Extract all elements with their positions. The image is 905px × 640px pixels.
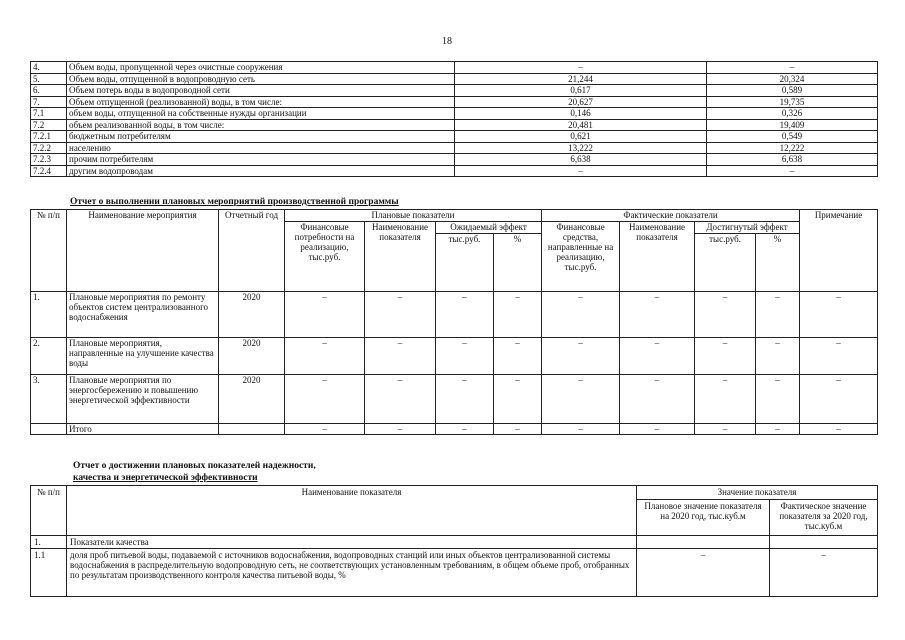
reliability-title-line2: качества и энергетической эффективности	[73, 473, 258, 483]
fact-ind-header: Наименование показателя	[620, 222, 695, 292]
program-row-value: –	[436, 375, 494, 424]
program-row-name: Плановые мероприятия по энергосбережению и повышению энергетической эффективности	[67, 375, 219, 424]
rel-value-group-header: Значение показателя	[637, 486, 878, 500]
row-name: Объем потерь воды в водопроводной сети	[67, 85, 455, 97]
plan-fin-header: Финансовые потребности на реализацию, тыс.руб.	[285, 222, 365, 292]
row-name: объем воды, отпущенной на собственные нужды организации	[67, 108, 455, 120]
reliability-table	[30, 485, 878, 597]
volume-row	[31, 131, 878, 143]
col-name-header: Наименование мероприятия	[67, 210, 219, 292]
program-row-no: 3.	[31, 375, 67, 424]
plan-pct-header: %	[494, 234, 542, 292]
program-row-value: –	[542, 292, 620, 338]
plan-ind-header: Наименование показателя	[365, 222, 436, 292]
col-no-header: № п/п	[31, 210, 67, 292]
rel-section-no: 1.	[31, 536, 67, 549]
volume-row	[31, 108, 878, 120]
fact-eff-header: Достигнутый эффект	[695, 222, 800, 234]
volume-row	[31, 96, 878, 108]
volume-row	[31, 165, 878, 177]
plan-group-header: Плановые показатели	[285, 210, 542, 222]
row-name: бюджетным потребителям	[67, 131, 455, 143]
row-plan: 0,146	[455, 108, 707, 120]
program-row-value: –	[800, 338, 878, 375]
page-number: 18	[442, 36, 452, 47]
fact-pct-header: %	[756, 234, 800, 292]
program-row-name: Плановые мероприятия, направленные на улучшение качества воды	[67, 338, 219, 375]
program-row-value: –	[756, 375, 800, 424]
water-volume-table	[30, 61, 878, 177]
reliability-title-line1: Отчет о достижении плановых показателей надежности,	[73, 461, 316, 471]
row-name: населению	[67, 142, 455, 154]
row-name: другим водопроводам	[67, 165, 455, 177]
row-plan: 0,621	[455, 131, 707, 143]
program-total-row	[31, 424, 878, 435]
program-row-value: –	[365, 292, 436, 338]
rel-row-name: доля проб питьевой воды, подаваемой с источников водоснабжения, водопроводных станций или иных объектов централизованной системы водоснабжения в распределительную водопроводную сеть, не соответствующих установленным требованиям, в общем объеме проб, отобранных по результатам производственного контроля качества питьевой воды, %	[67, 549, 637, 597]
row-no: 7.2.2	[31, 142, 67, 154]
volume-row	[31, 154, 878, 166]
row-plan: –	[455, 62, 707, 74]
plan-eff-header: Ожидаемый эффект	[436, 222, 542, 234]
rel-row-plan: –	[637, 549, 770, 597]
program-row-no: 2.	[31, 338, 67, 375]
program-total-value: –	[542, 424, 620, 435]
note-header: Примечание	[800, 210, 878, 292]
row-fact: 19,409	[707, 119, 878, 131]
program-row-value: –	[620, 292, 695, 338]
row-plan: 21,244	[455, 73, 707, 85]
program-row	[31, 292, 878, 338]
program-row-value: –	[285, 292, 365, 338]
row-no: 7.1	[31, 108, 67, 120]
program-total-value: –	[756, 424, 800, 435]
row-plan: 13,222	[455, 142, 707, 154]
program-total-value: –	[620, 424, 695, 435]
program-row-year: 2020	[219, 375, 285, 424]
volume-row	[31, 85, 878, 97]
row-name: Объем воды, пропущенной через очистные сооружения	[67, 62, 455, 74]
program-section-title: Отчет о выполнении плановых мероприятий производственной программы	[70, 197, 399, 207]
row-fact: 12,222	[707, 142, 878, 154]
program-row-name: Плановые мероприятия по ремонту объектов систем централизованного водоснабжения	[67, 292, 219, 338]
row-fact: 19,735	[707, 96, 878, 108]
program-row-value: –	[542, 338, 620, 375]
row-plan: 6,638	[455, 154, 707, 166]
program-row-year: 2020	[219, 292, 285, 338]
row-plan: 20,481	[455, 119, 707, 131]
rel-row-no: 1.1	[31, 549, 67, 597]
program-total-value: –	[695, 424, 756, 435]
rel-no-header: № п/п	[31, 486, 67, 536]
rel-fact-header: Фактическое значение показателя за 2020 год, тыс.куб.м	[770, 500, 878, 536]
row-no: 7.2.1	[31, 131, 67, 143]
program-row-value: –	[800, 375, 878, 424]
row-fact: 0,326	[707, 108, 878, 120]
program-row-value: –	[695, 338, 756, 375]
program-row-value: –	[436, 292, 494, 338]
program-row-value: –	[800, 292, 878, 338]
program-row-value: –	[494, 292, 542, 338]
program-total-value: –	[285, 424, 365, 435]
program-row-value: –	[494, 375, 542, 424]
program-row-value: –	[285, 375, 365, 424]
program-total-label: Итого	[67, 424, 219, 435]
program-total-value: –	[494, 424, 542, 435]
row-plan: –	[455, 165, 707, 177]
row-name: Объем воды, отпущенной в водопроводную сеть	[67, 73, 455, 85]
row-no: 7.2.4	[31, 165, 67, 177]
program-row-value: –	[365, 338, 436, 375]
row-name: прочим потребителям	[67, 154, 455, 166]
program-row-value: –	[756, 292, 800, 338]
program-table	[30, 209, 878, 435]
row-plan: 20,627	[455, 96, 707, 108]
program-total-value: –	[365, 424, 436, 435]
rel-name-header: Наименование показателя	[67, 486, 637, 536]
row-fact: –	[707, 165, 878, 177]
volume-row	[31, 119, 878, 131]
row-no: 6.	[31, 85, 67, 97]
row-no: 7.	[31, 96, 67, 108]
fact-group-header: Фактические показатели	[542, 210, 800, 222]
row-name: объем реализованной воды, в том числе:	[67, 119, 455, 131]
row-fact: 0,549	[707, 131, 878, 143]
program-row-value: –	[436, 338, 494, 375]
program-row-year: 2020	[219, 338, 285, 375]
program-row-value: –	[756, 338, 800, 375]
fact-fin-header: Финансовые средства, направленные на реализацию, тыс.руб.	[542, 222, 620, 292]
fact-rub-header: тыс.руб.	[695, 234, 756, 292]
row-name: Объем отпущенной (реализованной) воды, в том числе:	[67, 96, 455, 108]
row-fact: 0,589	[707, 85, 878, 97]
program-row-value: –	[285, 338, 365, 375]
row-plan: 0,617	[455, 85, 707, 97]
program-row-no: 1.	[31, 292, 67, 338]
col-year-header: Отчетный год	[219, 210, 285, 292]
program-row	[31, 375, 878, 424]
program-row-value: –	[494, 338, 542, 375]
program-row-value: –	[365, 375, 436, 424]
volume-row	[31, 62, 878, 74]
program-row-value: –	[695, 375, 756, 424]
program-total-value: –	[436, 424, 494, 435]
plan-rub-header: тыс.руб.	[436, 234, 494, 292]
row-fact: 20,324	[707, 73, 878, 85]
program-row-value: –	[542, 375, 620, 424]
rel-row-fact: –	[770, 549, 878, 597]
program-row	[31, 338, 878, 375]
row-fact: –	[707, 62, 878, 74]
row-no: 5.	[31, 73, 67, 85]
row-no: 7.2.3	[31, 154, 67, 166]
program-total-value: –	[800, 424, 878, 435]
rel-plan-header: Плановое значение показателя на 2020 год, тыс.куб.м	[637, 500, 770, 536]
volume-row	[31, 142, 878, 154]
row-no: 7.2	[31, 119, 67, 131]
program-row-value: –	[695, 292, 756, 338]
row-fact: 6,638	[707, 154, 878, 166]
program-row-value: –	[620, 338, 695, 375]
volume-row	[31, 73, 878, 85]
rel-section-label: Показатели качества	[67, 536, 637, 549]
program-row-value: –	[620, 375, 695, 424]
row-no: 4.	[31, 62, 67, 74]
